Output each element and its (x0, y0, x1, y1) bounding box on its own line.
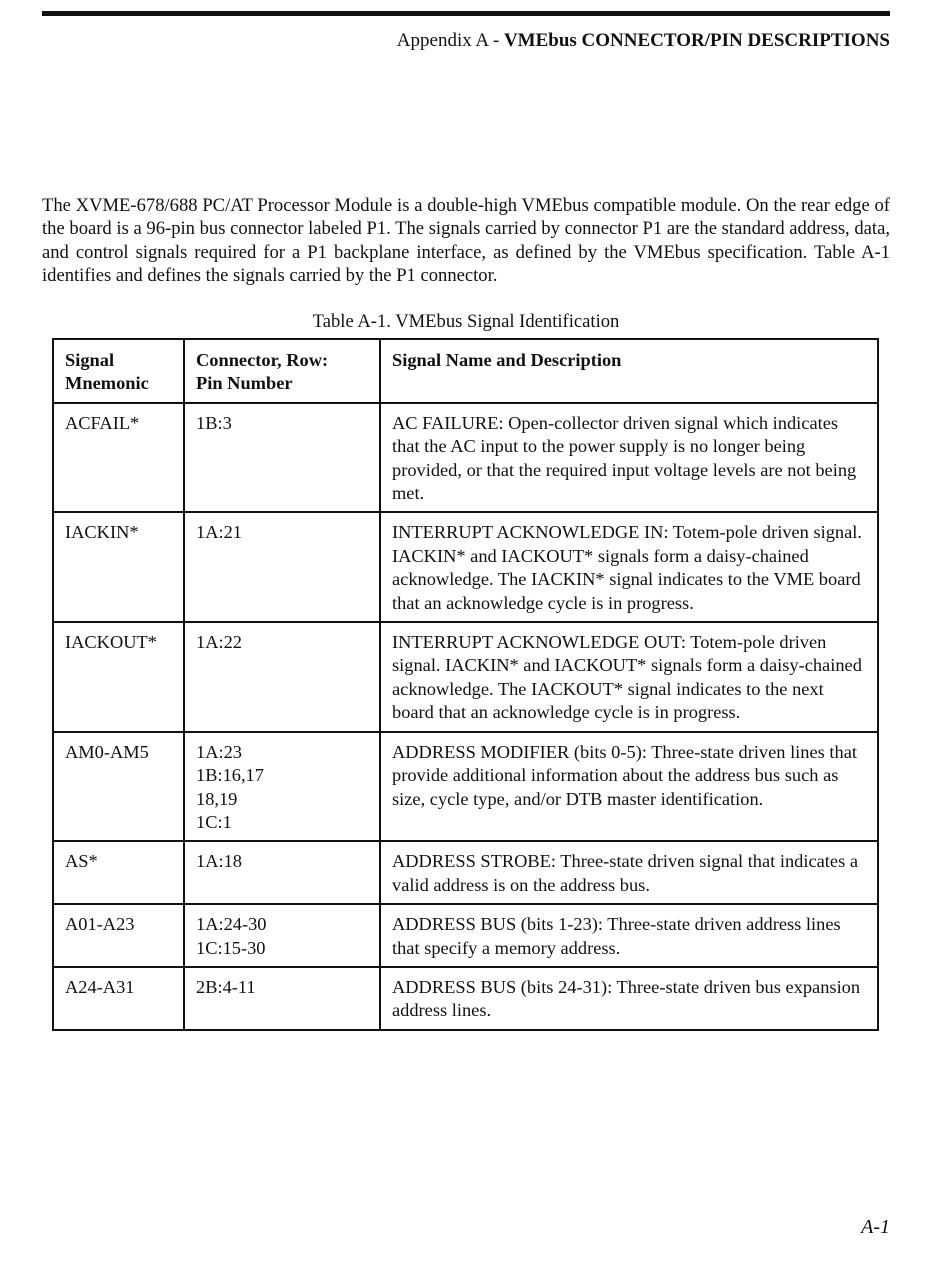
cell-description: INTERRUPT ACKNOWLEDGE OUT: Totem-pole driven signal. IACKIN* and IACKOUT* signals form a daisy-chained acknowledge. The IACKOUT* signal indicates to the next board that an acknowledge cycle is in progress. (380, 622, 878, 732)
header-prefix: Appendix A - (396, 30, 504, 51)
table-row (53, 732, 878, 842)
cell-description: INTERRUPT ACKNOWLEDGE IN: Totem-pole driven signal. IACKIN* and IACKOUT* signals form a daisy-chained acknowledge. The IACKIN* signal indicates to the VME board that an acknowledge cycle is in progress. (380, 512, 878, 622)
table-caption: Table A-1. VMEbus Signal Identification (312, 311, 620, 332)
cell-description: ADDRESS BUS (bits 24-31): Three-state driven bus expansion address lines. (380, 967, 878, 1030)
cell-mnemonic: AM0-AM5 (53, 732, 184, 842)
header-rule (42, 11, 890, 16)
table-row (53, 622, 878, 732)
cell-description: ADDRESS BUS (bits 1-23): Three-state driven address lines that specify a memory address. (380, 904, 878, 967)
cell-mnemonic: A01-A23 (53, 904, 184, 967)
header-title: VMEbus CONNECTOR/PIN DESCRIPTIONS (503, 30, 890, 51)
cell-mnemonic: IACKIN* (53, 512, 184, 622)
cell-pin: 1B:3 (184, 403, 380, 513)
cell-pin: 2B:4-11 (184, 967, 380, 1030)
intro-paragraph: The XVME-678/688 PC/AT Processor Module is a double-high VMEbus compatible module. On the rear edge of the board is a 96-pin bus connector labeled P1. The signals carried by connector P1 are the standard address, data, and control signals required for a P1 backplane interface, as defined by the VMEbus specification. Table A-1 identifies and defines the signals carried by the P1 connector. (42, 195, 890, 287)
header-mnemonic: Signal Mnemonic (53, 339, 184, 403)
cell-mnemonic: A24-A31 (53, 967, 184, 1030)
table-row (53, 967, 878, 1030)
table-row (53, 841, 878, 904)
cell-description: AC FAILURE: Open-collector driven signal which indicates that the AC input to the power supply is no longer being provided, or that the required input voltage levels are not being met. (380, 403, 878, 513)
page-header (397, 30, 890, 52)
table-row (53, 904, 878, 967)
cell-description: ADDRESS MODIFIER (bits 0-5): Three-state driven lines that provide additional information about the address bus such as size, cycle type, and/or DTB master identification. (380, 732, 878, 842)
cell-pin: 1A:23 1B:16,17 18,19 1C:1 (184, 732, 380, 842)
cell-mnemonic: ACFAIL* (53, 403, 184, 513)
cell-pin: 1A:18 (184, 841, 380, 904)
cell-pin: 1A:22 (184, 622, 380, 732)
header-pin: Connector, Row: Pin Number (184, 339, 380, 403)
header-description: Signal Name and Description (380, 339, 878, 403)
table-row (53, 512, 878, 622)
cell-pin: 1A:21 (184, 512, 380, 622)
cell-mnemonic: AS* (53, 841, 184, 904)
page-number: A-1 (861, 1216, 890, 1238)
table-row (53, 403, 878, 513)
cell-description: ADDRESS STROBE: Three-state driven signal that indicates a valid address is on the address bus. (380, 841, 878, 904)
table-header-row (53, 339, 878, 403)
signal-table (52, 338, 879, 1031)
cell-mnemonic: IACKOUT* (53, 622, 184, 732)
cell-pin: 1A:24-30 1C:15-30 (184, 904, 380, 967)
